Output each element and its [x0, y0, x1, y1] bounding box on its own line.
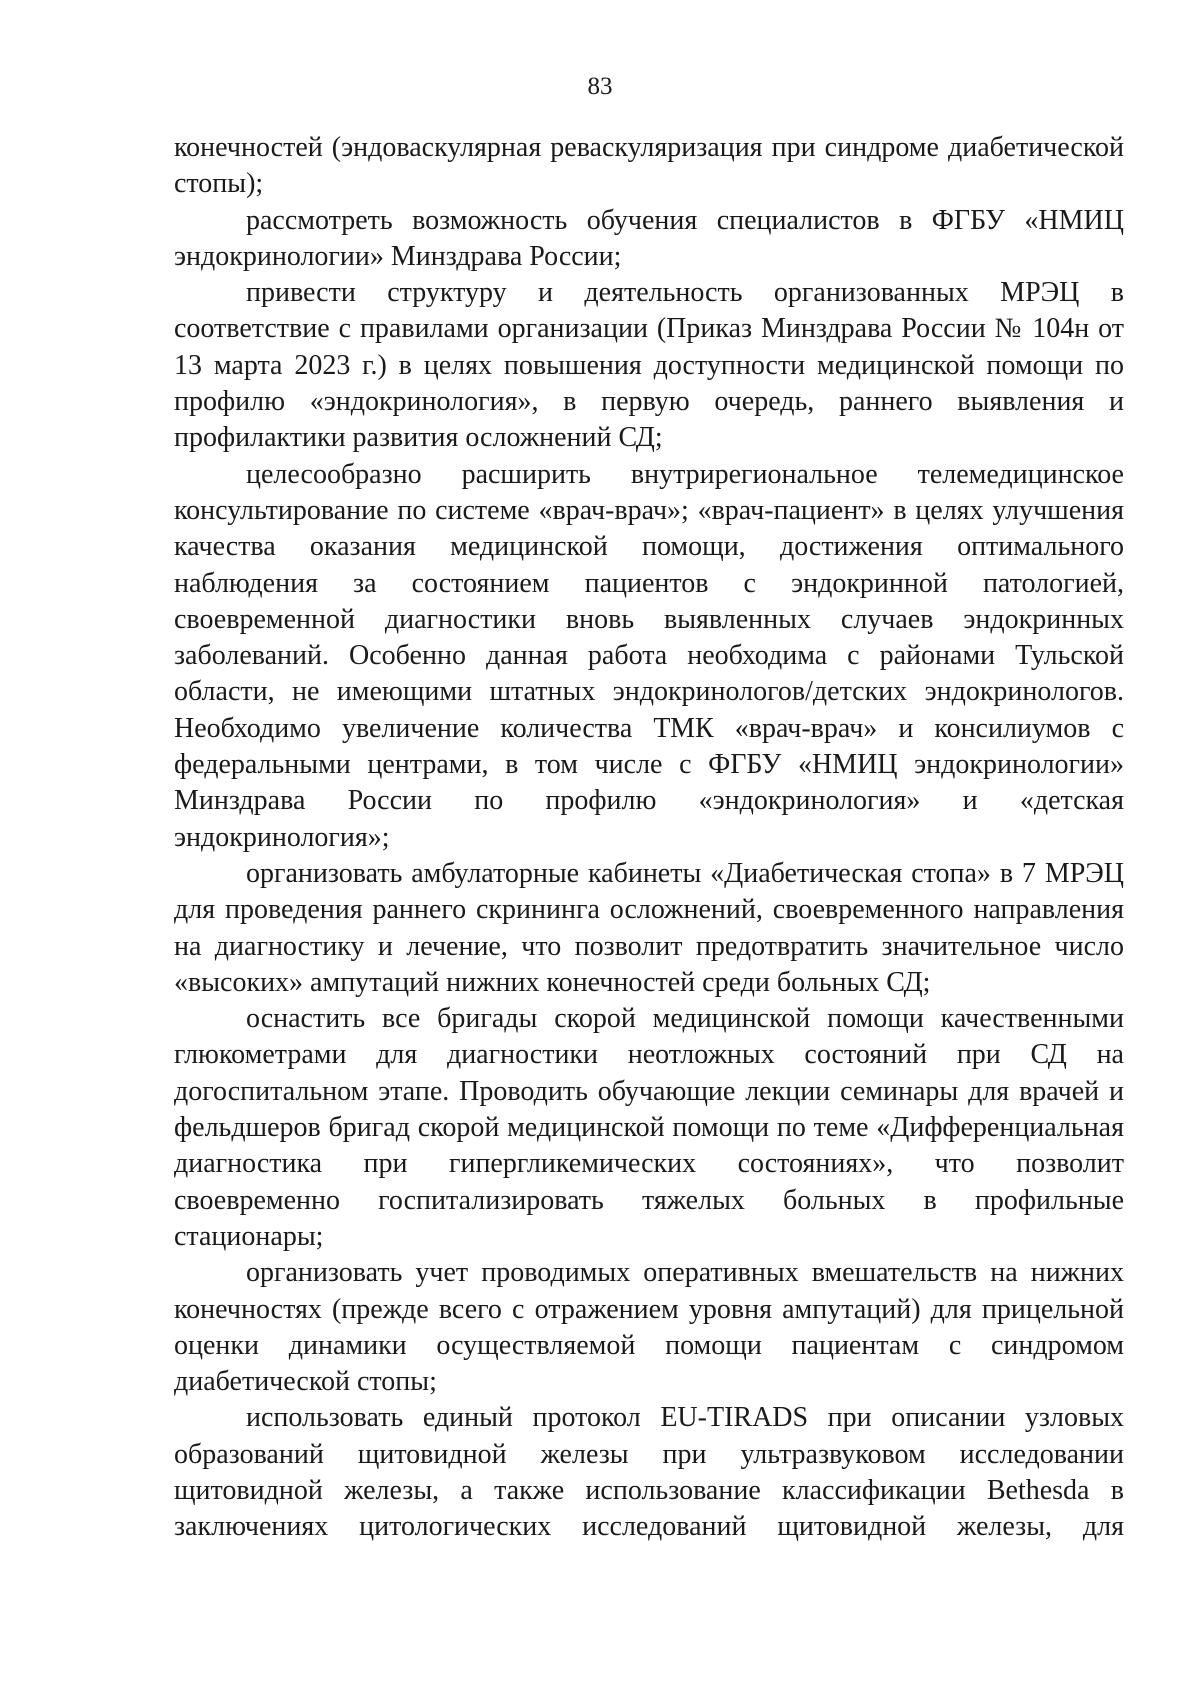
paragraph-eu-tirads: использовать единый протокол EU-TIRADS при описании узловых образований щитовидной железы при ультразвуковом исследовании щитовидной железы, а также использование классификации Bethesda в заключениях цитологических исследований щитовидной железы, для	[174, 1402, 1124, 1543]
paragraph-surgery-accounting: организовать учет проводимых оперативных вмешательств на нижних конечностях (прежде всего с отражением уровня ампутаций) для прицельной оценки динамики осуществляемой помощи пациентам с синдромом диабетической стопы;	[174, 1257, 1124, 1398]
page-number: 83	[587, 73, 613, 100]
paragraph-mrec-structure: привести структуру и деятельность организованных МРЭЦ в соответствие с правилами организации (Приказ Минздрава России № 104н от 13 марта 2023 г.) в целях повышения доступности медицинской помощи по профилю «эндокринология», в первую очередь, раннего выявления и профилактики развития осложнений СД;	[174, 277, 1124, 454]
paragraph-telemedicine: целесообразно расширить внутрирегиональное телемедицинское консультирование по системе «врач-врач»; «врач-пациент» в целях улучшения качества оказания медицинской помощи, достижения оптимального наблюдения за состоянием пациентов с эндокринной патологией, своевременной диагностики вновь выявленных случаев эндокринных заболеваний. Особенно данная работа необходима с районами Тульской области, не имеющими штатных эндокринологов/детских эндокринологов. Необходимо увеличение количества ТМК «врач-врач» и консилиумов с федеральными центрами, в том числе с ФГБУ «НМИЦ эндокринологии» Минздрава России по профилю «эндокринология» и «детская эндокринология»;	[174, 458, 1124, 853]
paragraph-training: рассмотреть возможность обучения специалистов в ФГБУ «НМИЦ эндокринологии» Минздрава России;	[174, 204, 1124, 272]
document-body	[174, 130, 1124, 1546]
paragraph-diabetic-foot-rooms: организовать амбулаторные кабинеты «Диабетическая стопа» в 7 МРЭЦ для проведения раннего скрининга осложнений, своевременного направления на диагностику и лечение, что позволит предотвратить значительное число «высоких» ампутаций нижних конечностей среди больных СД;	[174, 857, 1124, 998]
paragraph-ambulance-glucometers: оснастить все бригады скорой медицинской помощи качественными глюкометрами для диагностики неотложных состояний при СД на догоспитальном этапе. Проводить обучающие лекции семинары для врачей и фельдшеров бригад скорой медицинской помощи по теме «Дифференциальная диагностика при гипергликемических состояниях», что позволит своевременно госпитализировать тяжелых больных в профильные стационары;	[174, 1003, 1124, 1252]
paragraph-continuation: конечностей (эндоваскулярная реваскуляризация при синдроме диабетической стопы);	[174, 132, 1124, 200]
